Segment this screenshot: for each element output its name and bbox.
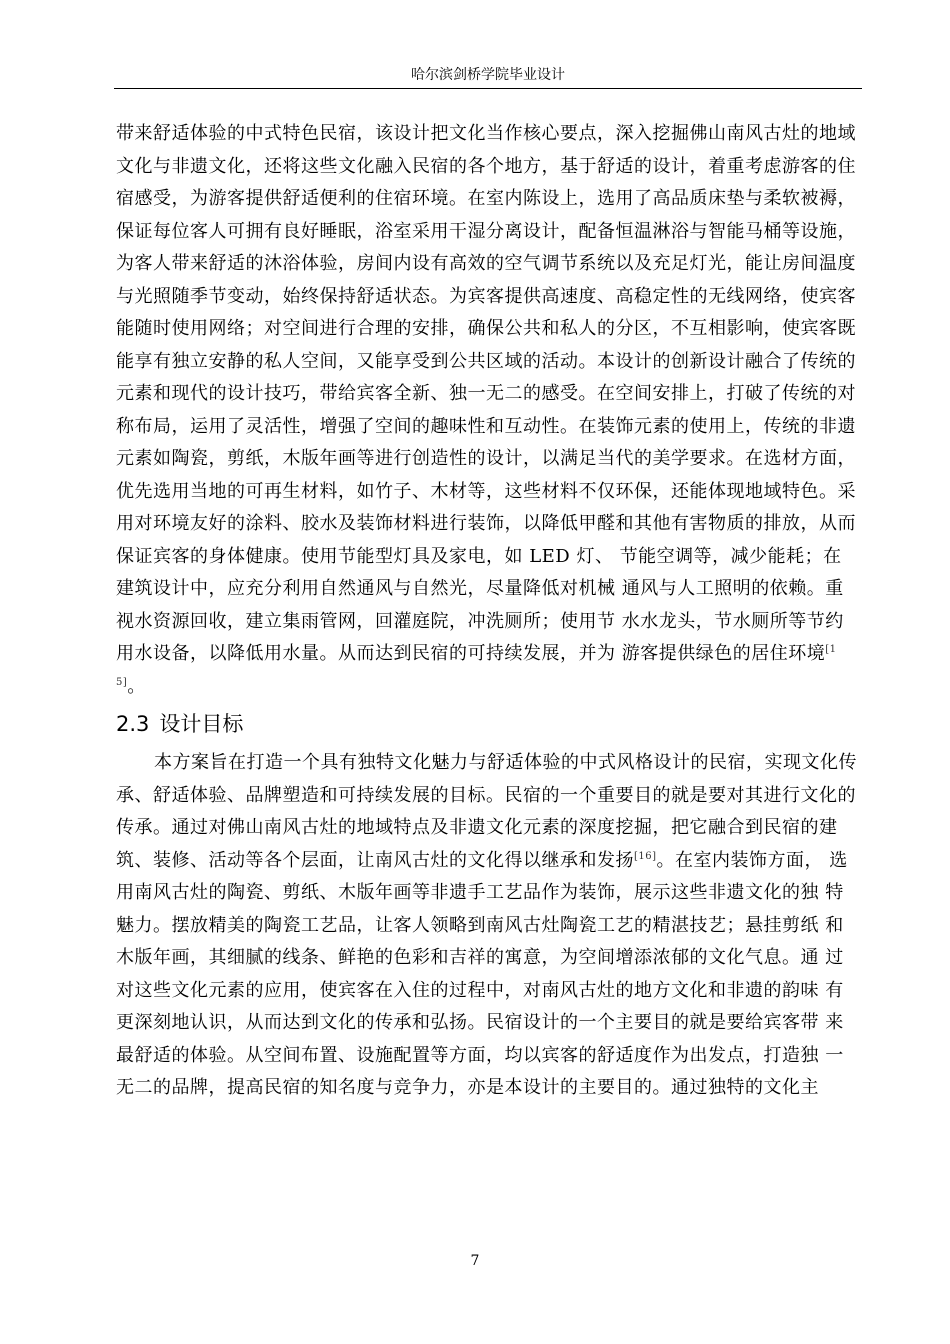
citation-marker: [16] [634, 850, 657, 862]
paragraph-text: 带来舒适体验的中式特色民宿，该设计把文化当作核心要点，深入挖掘佛山南风古灶的地域文化与非遗文化，还将这些文化融入民宿的各个地方，基于舒适的设计，着重考虑游客的住宿感受，为游客提供舒适便利的住宿环境。在室内陈设上，选用了高品质床垫与柔软被褥，保证每位客人可拥有良好睡眠，浴室采用干湿分离设计，配备恒温淋浴与智能马桶等设施，为客人带来舒适的沐浴体验，房间内设有高效的空气调节系统以及充足灯光，能让房间温度与光照随季节变动，始终保持舒适状态。为宾客提供高速度、高稳定性的无线网络，使宾客能随时使用网络；对空间进行合理的安排，确保公共和私人的分区，不互相影响，使宾客既能享有独立安静的私人空间，又能享受到公共区域的活动。本设计的创新设计融合了传统的元素和现代的设计技巧，带给宾客全新、独一无二的感受。在空间安排上，打破了传统的对称布局，运用了灵活性，增强了空间的趣味性和互动性。在装饰元素的使用上，传统的非遗元素如陶瓷，剪纸，木版年画等进行创造性的设计，以满足当代的美学要求。在选材方面，优先选用当地的可再生材料，如竹子、木材等，这些材料不仅环保，还能体现地域特色。采用对环境友好的涂料、胶水及装饰材料进行装饰，以降低甲醛和其他有害物质的排放，从而保证宾客的身体健康。使用节能型灯具及家电，如 LED 灯、 节能空调等，减少能耗；在建筑设计中，应充分利用自然通风与自然光，尽量降低对机械 通风与人工照明的依赖。重视水资源回收，建立集雨管网，回灌庭院，冲洗厕所；使用节 水水龙头，节水厕所等节约用水设备，以降低用水量。从而达到民宿的可持续发展，并为 游客提供绿色的居住环境 [116, 123, 856, 664]
citation-marker: [15] [116, 644, 837, 688]
page-number: 7 [470, 1253, 480, 1269]
paragraph-continuation [116, 118, 860, 703]
paragraph-ending: 。 [127, 675, 146, 697]
paragraph-text-rest: 。在室内装饰方面， 选用南风古灶的陶瓷、剪纸、木版年画等非遗手工艺品作为装饰，展示这些非遗文化的独 特魅力。摆放精美的陶瓷工艺品，让客人领略到南风古灶陶瓷工艺的精湛技艺；悬挂剪纸 和木版年画，其细腻的线条、鲜艳的色彩和吉祥的寓意，为空间增添浓郁的文化气息。通 过对这些文化元素的应用，使宾客在入住的过程中，对南风古灶的地方文化和非遗的韵味 有更深刻地认识，从而达到文化的传承和弘扬。民宿设计的一个主要目的就是要给宾客带 来最舒适的体验。从空间布置、设施配置等方面，均以宾客的舒适度作为出发点，打造独 一无二的品牌，提高民宿的知名度与竞争力，亦是本设计的主要目的。通过独特的文化主 [116, 849, 848, 1098]
page-header: 哈尔滨剑桥学院毕业设计 [411, 67, 565, 83]
document-body [116, 118, 860, 1105]
paragraph-design-goal [116, 747, 860, 1105]
header-divider [114, 88, 862, 89]
paragraph-text: 本方案旨在打造一个具有独特文化魅力与舒适体验的中式风格设计的民宿，实现文化传承、舒适体验、品牌塑造和可持续发展的目标。民宿的一个重要目的就是要对其进行文化的传承。通过对佛山南风古灶的地域特点及非遗文化元素的深度挖掘，把它融合到民宿的建筑、装修、活动等各个层面，让南风古灶的文化得以继承和发扬 [116, 752, 857, 871]
section-number: 2.3 [116, 712, 150, 736]
section-heading [116, 707, 860, 741]
section-title: 设计目标 [159, 712, 244, 736]
